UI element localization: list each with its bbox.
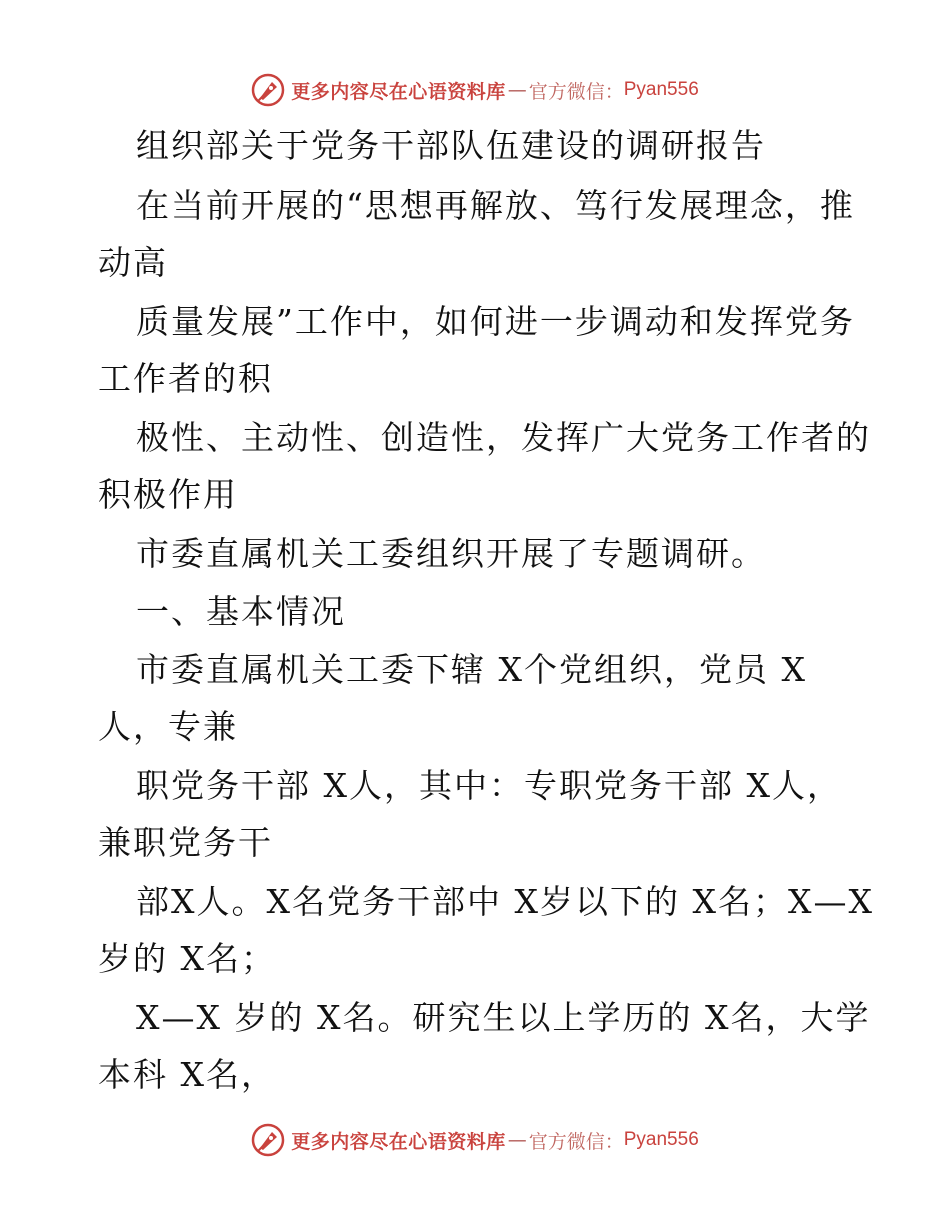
paragraph-line: 本科 X名， (98, 1055, 276, 1094)
paragraph-line: 人，专兼 (98, 707, 238, 746)
banner-wechat-id: Pyan556 (623, 1129, 699, 1150)
paragraph-line: X—X 岁的 X名。研究生以上学历的 X名，大学 (136, 998, 871, 1037)
paragraph-line: 市委直属机关工委下辖 X个党组织，党员 X (136, 650, 807, 689)
pen-nib-logo-icon (251, 1123, 285, 1157)
paragraph-line: 工作者的积 (98, 359, 273, 398)
banner-wechat-label: 官方微信： (528, 80, 624, 103)
section-heading: 一、基本情况 (136, 592, 346, 631)
banner-main-text: 更多内容尽在心语资料库 (291, 80, 506, 103)
paragraph-line: 市委直属机关工委组织开展了专题调研。 (136, 534, 766, 573)
banner-main-text: 更多内容尽在心语资料库 (291, 1130, 506, 1153)
paragraph-line: 岁的 X名； (98, 939, 276, 978)
paragraph-line: 动高 (98, 243, 168, 282)
paragraph-line: 极性、主动性、创造性，发挥广大党务工作者的 (136, 418, 871, 457)
paragraph-line: 积极作用 (98, 475, 238, 514)
footer-banner (0, 1120, 950, 1160)
paragraph-line: 职党务干部 X人，其中：专职党务干部 X人， (136, 766, 842, 805)
paragraph-line: 在当前开展的“思想再解放、笃行发展理念，推 (136, 186, 855, 225)
banner-wechat-id: Pyan556 (623, 79, 699, 100)
banner-wechat-label: 官方微信： (528, 1130, 624, 1153)
banner-separator: — (507, 79, 527, 101)
paragraph-line: 兼职党务干 (98, 823, 273, 862)
pen-nib-logo-icon (251, 73, 285, 107)
paragraph-line: 部X人。X名党务干部中 X岁以下的 X名；X—X (136, 882, 874, 921)
banner-separator: — (507, 1129, 527, 1151)
header-banner (0, 70, 950, 110)
paragraph-line: 质量发展”工作中，如何进一步调动和发挥党务 (136, 302, 855, 341)
document-title: 组织部关于党务干部队伍建设的调研报告 (136, 126, 766, 165)
